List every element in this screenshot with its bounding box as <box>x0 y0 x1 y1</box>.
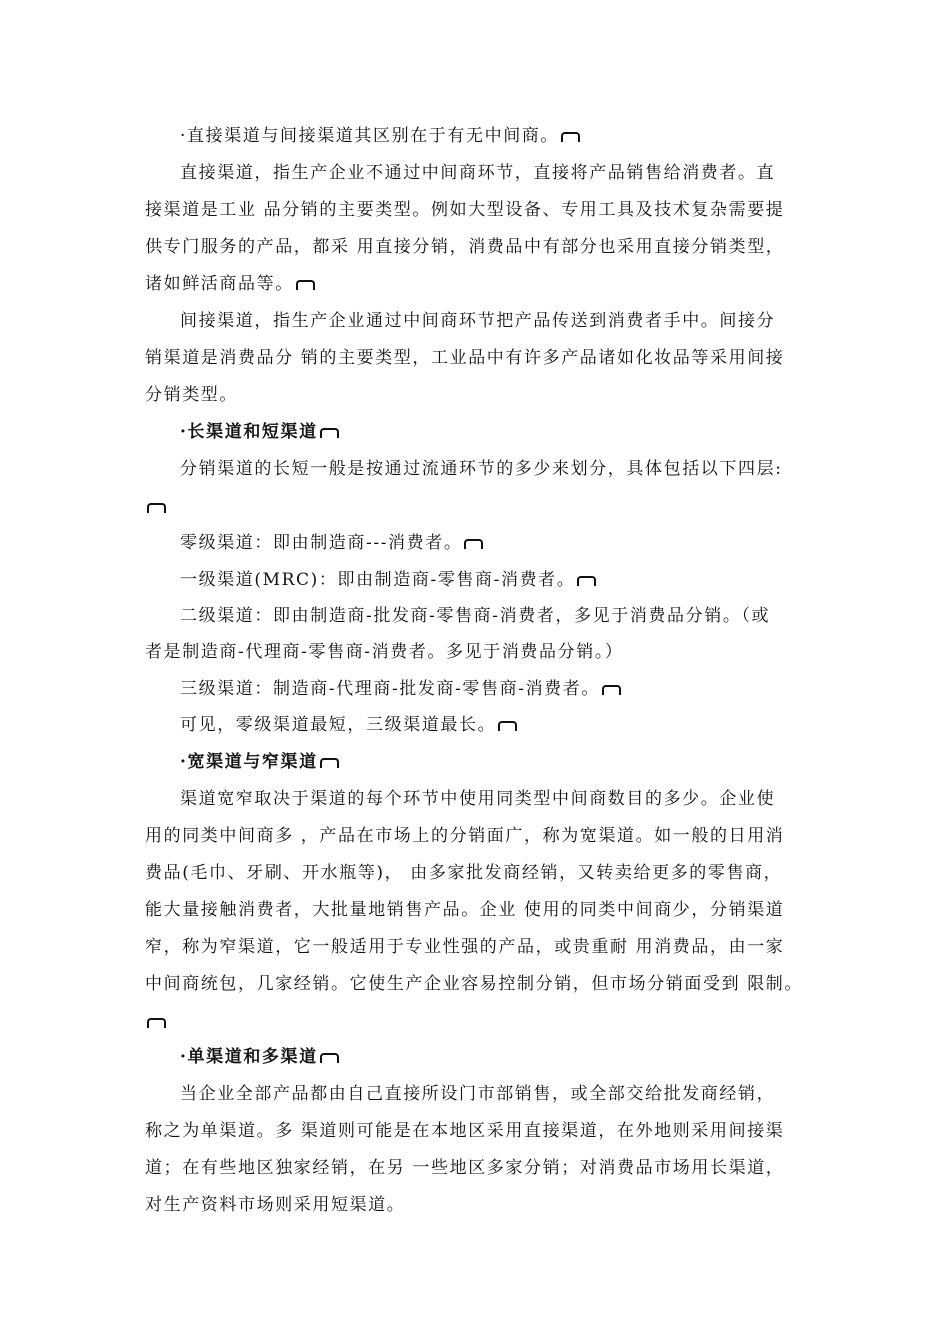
paragraph-line <box>180 1082 775 1106</box>
paragraph-line <box>180 309 775 333</box>
line-text: 供专门服务的产品，都采 用直接分销，消费品中有部分也采用直接分销类型， <box>145 237 785 257</box>
paragraph-line <box>145 935 784 959</box>
line-text: 窄，称为窄渠道，它一般适用于专业性强的产品，或贵重耐 用消费品，由一家 <box>145 937 785 957</box>
paragraph-line <box>180 787 775 811</box>
line-text: 零级渠道：即由制造商---消费者。 <box>180 533 463 553</box>
line-text: 间接渠道，指生产企业通过中间商环节把产品传送到消费者手中。间接分 <box>180 311 776 331</box>
paragraph-mark-icon <box>147 1018 164 1028</box>
line-text: 可见，零级渠道最短，三级渠道最长。 <box>180 715 497 735</box>
line-text: 分销渠道的长短一般是按通过流通环节的多少来划分，具体包括以下四层: <box>180 459 783 479</box>
paragraph-mark-icon <box>561 132 578 142</box>
line-text: 道；在有些地区独家经销，在另 一些地区多家分销；对消费品市场用长渠道， <box>145 1158 785 1178</box>
paragraph-line <box>145 383 238 407</box>
paragraph-mark-icon <box>602 685 619 695</box>
line-text: 诸如鲜活商品等。 <box>145 274 294 294</box>
paragraph-mark-icon <box>147 503 164 513</box>
paragraph-mark-icon <box>498 721 515 731</box>
line-text: 渠道宽窄取决于渠道的每个环节中使用同类型中间商数目的多少。企业使 <box>180 789 776 809</box>
paragraph-line <box>180 161 775 185</box>
list-item <box>180 531 481 555</box>
line-text: 对生产资料市场则采用短渠道。 <box>145 1195 406 1215</box>
list-item <box>180 677 619 701</box>
line-text: 当企业全部产品都由自己直接所设门市部销售，或全部交给批发商经销， <box>180 1084 776 1104</box>
paragraph-mark-icon <box>320 758 337 768</box>
paragraph-line <box>145 824 784 848</box>
paragraph-mark-icon <box>577 576 594 586</box>
line-text: 接渠道是工业 品分销的主要类型。例如大型设备、专用工具及技术复杂需要提 <box>145 200 785 220</box>
line-text: 者是制造商-代理商-零售商-消费者。多见于消费品分销。） <box>145 642 624 662</box>
paragraph-line <box>180 457 783 481</box>
paragraph-line <box>145 346 784 370</box>
line-text: 用的同类中间商多 ，产品在市场上的分销面广，称为宽渠道。如一般的日用消 <box>145 826 785 846</box>
paragraph-line <box>145 1156 784 1180</box>
paragraph-mark-icon <box>320 428 337 438</box>
line-text: 费品(毛巾、牙刷、开水瓶等)， 由多家批发商经销，又转卖给更多的零售商， <box>145 863 783 883</box>
paragraph-line <box>145 972 803 996</box>
heading-text: ·单渠道和多渠道 <box>180 1047 318 1067</box>
list-item <box>180 124 578 148</box>
paragraph-line <box>145 1119 784 1143</box>
line-text: 二级渠道：即由制造商-批发商-零售商-消费者，多见于消费品分销。（或 <box>180 606 771 626</box>
line-text: 直接渠道，指生产企业不通过中间商环节，直接将产品销售给消费者。直 <box>180 163 776 183</box>
line-text: 能大量接触消费者，大批量地销售产品。企业 使用的同类中间商少，分销渠道 <box>145 900 785 920</box>
list-item <box>180 568 594 592</box>
line-text: 三级渠道：制造商-代理商-批发商-零售商-消费者。 <box>180 679 600 699</box>
paragraph-line <box>145 861 782 885</box>
paragraph-mark-icon <box>464 539 481 549</box>
section-heading <box>180 1045 337 1069</box>
line-text: 一级渠道(MRC)：即由制造商-零售商-消费者。 <box>180 570 576 590</box>
paragraph-line <box>145 198 784 222</box>
line-text: 销渠道是消费品分 销的主要类型，工业品中有许多产品诸如化妆品等采用间接 <box>145 348 785 368</box>
paragraph-line <box>145 640 624 664</box>
line-text: 称之为单渠道。多 渠道则可能是在本地区采用直接渠道，在外地则采用间接渠 <box>145 1121 785 1141</box>
paragraph-line <box>145 235 784 259</box>
list-item <box>180 604 770 628</box>
section-heading <box>180 420 337 444</box>
paragraph-mark-icon <box>296 280 313 290</box>
paragraph-line <box>145 898 784 922</box>
paragraph-line <box>145 1193 405 1217</box>
heading-text: ·宽渠道与窄渠道 <box>180 752 318 772</box>
paragraph-line <box>145 272 313 296</box>
line-text: ·直接渠道与间接渠道其区别在于有无中间商。 <box>180 126 560 146</box>
paragraph-mark-icon <box>320 1053 337 1063</box>
line-text: 中间商统包，几家经销。它使生产企业容易控制分销，但市场分销面受到 限制。 <box>145 974 804 994</box>
heading-text: ·长渠道和短渠道 <box>180 422 318 442</box>
paragraph-line <box>180 713 515 737</box>
section-heading <box>180 750 337 774</box>
line-text: 分销类型。 <box>145 385 238 405</box>
